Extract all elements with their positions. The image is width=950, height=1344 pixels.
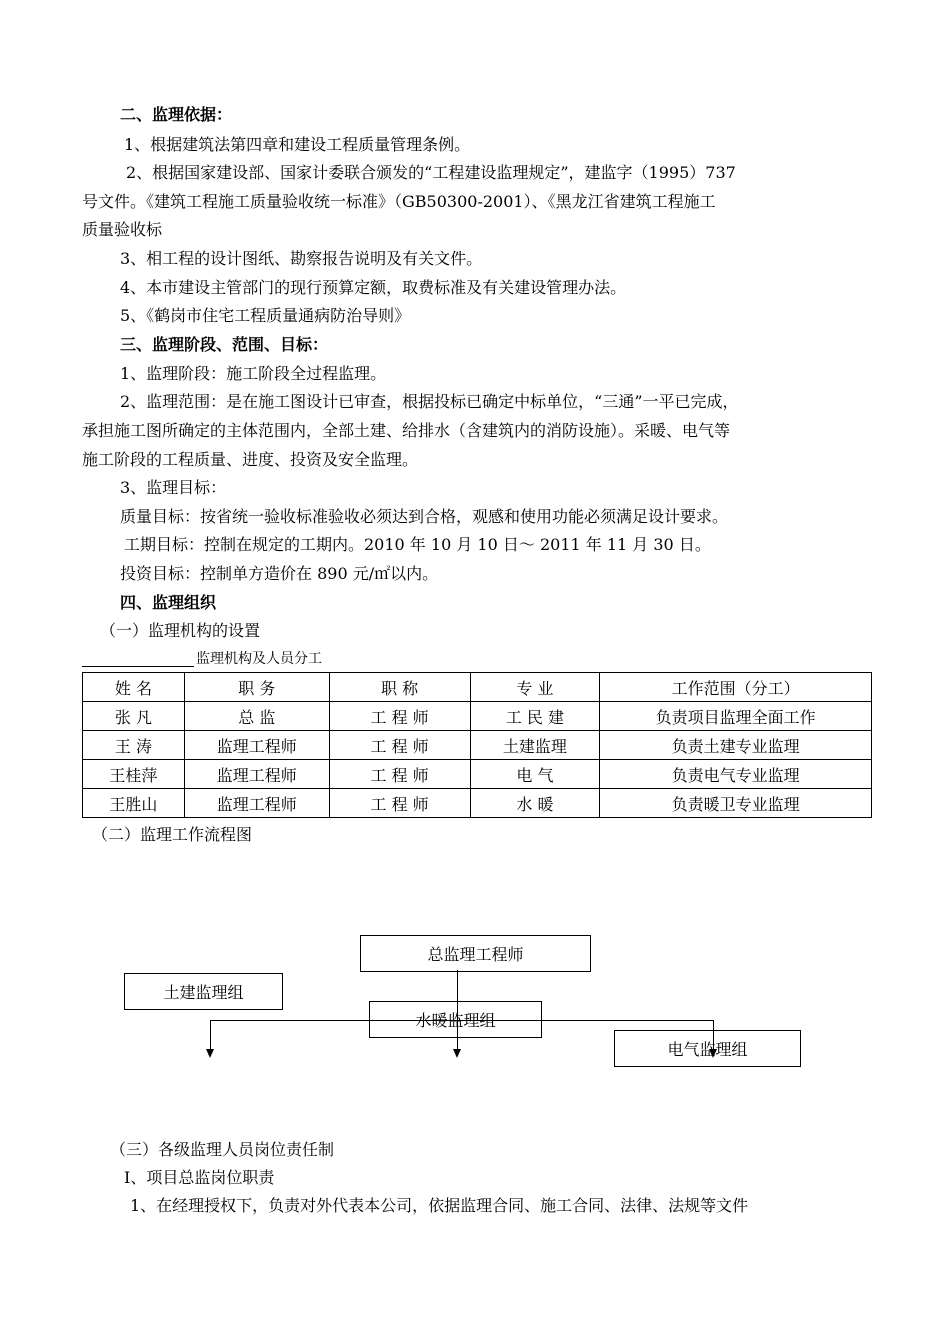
cell-scope: 负责电气专业监理: [600, 760, 872, 789]
flow-line-center: [457, 970, 458, 1051]
cell-specialty: 工 民 建: [470, 702, 600, 731]
org-subheading-2: （二）监理工作流程图: [92, 825, 253, 844]
basis-item-1: 1、根据建筑法第四章和建设工程质量管理条例。: [124, 135, 471, 154]
cell-position: 总 监: [184, 702, 329, 731]
scope-item-2-line-2: 承担施工图所确定的主体范围内，全部土建、给排水（含建筑内的消防设施）。采暖、电气等: [82, 421, 731, 440]
cell-specialty: 电 气: [470, 760, 600, 789]
table-caption: 监理机构及人员分工: [196, 651, 322, 667]
header-scope: 工作范围（分工）: [600, 673, 872, 702]
scope-item-2-line-3: 施工阶段的工程质量、进度、投资及安全监理。: [82, 450, 419, 469]
plumbing-group-box: 水暖监理组: [369, 1001, 542, 1038]
flow-line-horizontal: [210, 1020, 713, 1021]
cell-specialty: 土建监理: [470, 731, 600, 760]
scope-item-1: 1、监理阶段：施工阶段全过程监理。: [120, 364, 387, 383]
header-specialty: 专 业: [470, 673, 600, 702]
org-subheading-3: （三）各级监理人员岗位责任制: [110, 1140, 335, 1159]
flow-line-right: [713, 1020, 714, 1050]
chief-engineer-box: 总监理工程师: [360, 935, 591, 972]
cell-title: 工 程 师: [329, 760, 470, 789]
cell-title: 工 程 师: [329, 731, 470, 760]
basis-heading: 二、监理依据：: [120, 105, 233, 124]
header-title: 职 称: [329, 673, 470, 702]
cell-position: 监理工程师: [184, 789, 329, 818]
cell-scope: 负责暖卫专业监理: [600, 789, 872, 818]
scope-item-2-line-1: 2、监理范围：是在施工图设计已审查，根据投标已确定中标单位，“三通”一平已完成，: [120, 392, 739, 411]
cell-position: 监理工程师: [184, 760, 329, 789]
staff-table: [82, 672, 872, 818]
basis-item-2-line-2: 号文件。《建筑工程施工质量验收统一标准》（GB50300-2001）、《黑龙江省建筑工程施工: [82, 192, 716, 211]
cell-title: 工 程 师: [329, 702, 470, 731]
duty-item-1: 1、在经理授权下，负责对外代表本公司，依据监理合同、施工合同、法律、法规等文件: [130, 1196, 749, 1215]
cell-name: 王桂萍: [83, 760, 185, 789]
arrow-down-icon: [453, 1049, 461, 1058]
scope-item-3: 3、监理目标：: [120, 478, 227, 497]
scope-heading: 三、监理阶段、范围、目标：: [120, 335, 329, 354]
table-row: [83, 760, 872, 789]
goal-quality: 质量目标：按省统一验收标准验收必须达到合格，观感和使用功能必须满足设计要求。: [120, 507, 729, 526]
header-name: 姓 名: [83, 673, 185, 702]
org-heading: 四、监理组织: [120, 593, 217, 612]
duty-title: Ⅰ、项目总监岗位职责: [124, 1168, 275, 1187]
cell-position: 监理工程师: [184, 731, 329, 760]
cell-name: 王胜山: [83, 789, 185, 818]
table-row: [83, 789, 872, 818]
basis-item-5: 5、《鹤岗市住宅工程质量通病防治导则》: [120, 306, 411, 325]
org-subheading-1: （一）监理机构的设置: [100, 621, 261, 640]
arrow-down-icon: [206, 1049, 214, 1058]
cell-scope: 负责项目监理全面工作: [600, 702, 872, 731]
header-position: 职 务: [184, 673, 329, 702]
basis-item-4: 4、本市建设主管部门的现行预算定额，取费标准及有关建设管理办法。: [120, 278, 627, 297]
basis-item-2-line-1: 2、根据国家建设部、国家计委联合颁发的“工程建设监理规定”，建监字（1995）737: [126, 163, 736, 182]
cell-scope: 负责土建专业监理: [600, 731, 872, 760]
cell-title: 工 程 师: [329, 789, 470, 818]
caption-underline: [82, 666, 194, 667]
flow-line-left: [210, 1020, 211, 1050]
table-header-row: [83, 673, 872, 702]
goal-cost: 投资目标：控制单方造价在 890 元/㎡以内。: [120, 564, 439, 583]
cell-name: 王 涛: [83, 731, 185, 760]
goal-schedule: 工期目标：控制在规定的工期内。2010 年 10 月 10 日～ 2011 年 11 月 30 日。: [124, 535, 711, 554]
cell-name: 张 凡: [83, 702, 185, 731]
table-row: [83, 731, 872, 760]
civil-group-box: 土建监理组: [124, 973, 283, 1010]
table-row: [83, 702, 872, 731]
arrow-down-icon: [709, 1049, 717, 1058]
electrical-group-box: 电气监理组: [614, 1030, 801, 1067]
cell-specialty: 水 暖: [470, 789, 600, 818]
basis-item-2-line-3: 质量验收标: [82, 220, 163, 239]
basis-item-3: 3、相工程的设计图纸、勘察报告说明及有关文件。: [120, 249, 483, 268]
